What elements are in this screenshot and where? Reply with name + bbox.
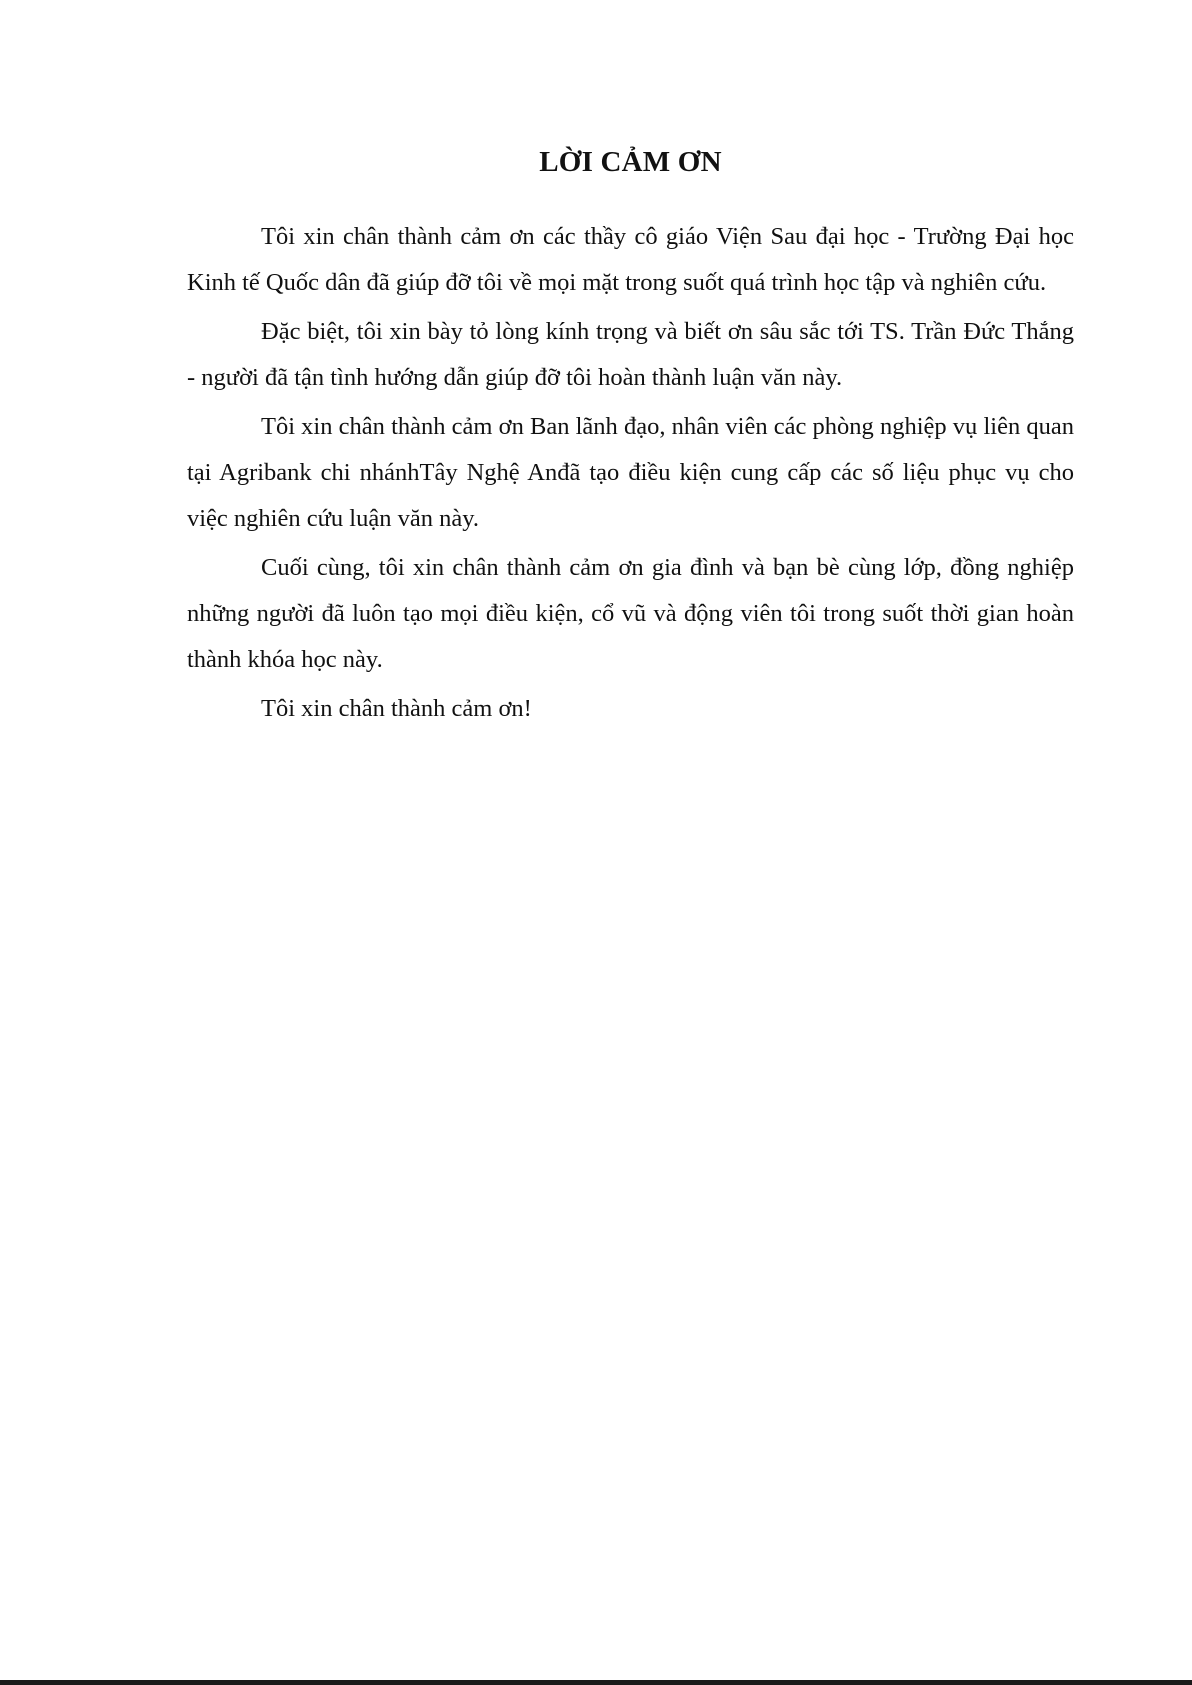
acknowledgements-section bbox=[187, 136, 1074, 732]
page-bottom-edge bbox=[0, 1680, 1192, 1685]
closing-line: Tôi xin chân thành cảm ơn! bbox=[261, 695, 532, 722]
paragraph-thanks-family: Cuối cùng, tôi xin chân thành cảm ơn gia đình và bạn bè cùng lớp, đồng nghiệp những người đã luôn tạo mọi điều kiện, cổ vũ và động viên tôi trong suốt thời gian hoàn thành khóa học này. bbox=[187, 554, 1074, 673]
paragraph-thanks-agribank: Tôi xin chân thành cảm ơn Ban lãnh đạo, nhân viên các phòng nghiệp vụ liên quan tại Agribank chi nhánhTây Nghệ Anđã tạo điều kiện cung cấp các số liệu phục vụ cho việc nghiên cứu luận văn này. bbox=[187, 413, 1074, 532]
paragraph-thanks-institute: Tôi xin chân thành cảm ơn các thầy cô giáo Viện Sau đại học - Trường Đại học Kinh tế Quốc dân đã giúp đỡ tôi về mọi mặt trong suốt quá trình học tập và nghiên cứu. bbox=[187, 223, 1074, 296]
paragraph-thanks-supervisor: Đặc biệt, tôi xin bày tỏ lòng kính trọng và biết ơn sâu sắc tới TS. Trần Đức Thắng - người đã tận tình hướng dẫn giúp đỡ tôi hoàn thành luận văn này. bbox=[187, 318, 1074, 391]
page-title: LỜI CẢM ƠN bbox=[539, 146, 722, 178]
